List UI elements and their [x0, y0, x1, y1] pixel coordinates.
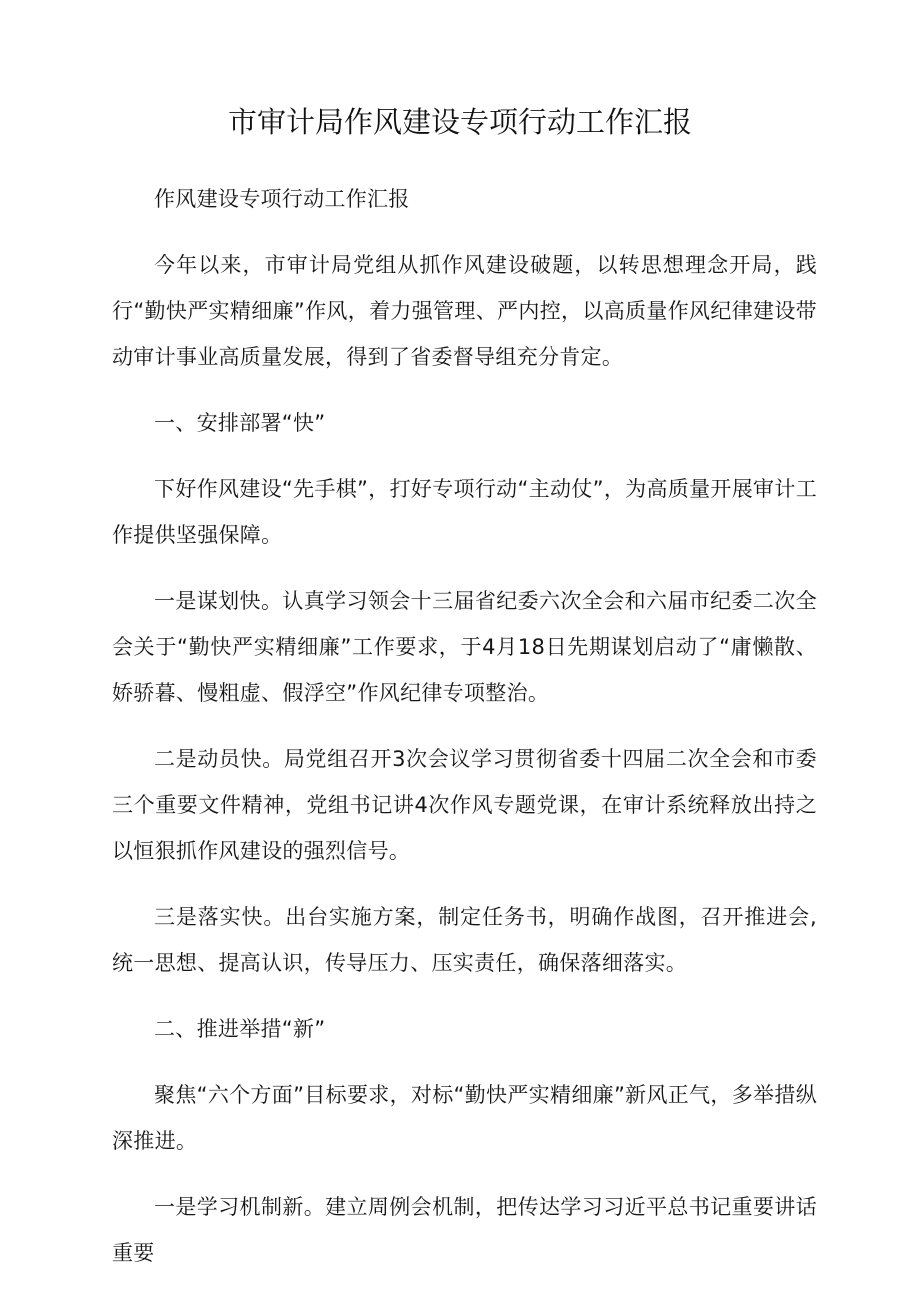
paragraph-learning-mechanism: 一是学习机制新。建立周例会机制，把传达学习习近平总书记重要讲话重要	[112, 1195, 817, 1265]
paragraph-section-1-intro: 下好作风建设“先手棋”，打好专项行动“主动仗”，为高质量开展审计工作提供坚强保障。	[112, 477, 817, 547]
paragraph-subtitle: 作风建设专项行动工作汇报	[154, 187, 410, 211]
paragraph-implementation: 三是落实快。出台实施方案，制定任务书，明确作战图，召开推进会,统一思想、提高认识，传导压力、压实责任，确保落细落实。	[112, 905, 817, 975]
section-heading-2: 二、推进举措“新”	[154, 1017, 326, 1041]
document-body	[112, 176, 817, 1296]
section-heading-1: 一、安排部署“快”	[154, 411, 326, 435]
paragraph-planning: 一是谋划快。认真学习领会十三届省纪委六次全会和六届市纪委二次全会关于“勤快严实精细廉”工作要求，于4月18日先期谋划启动了“庸懒散、娇骄暮、慢粗虚、假浮空”作风纪律专项整治。	[112, 589, 817, 705]
paragraph-section-2-intro: 聚焦“六个方面”目标要求，对标“勤快严实精细廉”新风正气，多举措纵深推进。	[112, 1083, 817, 1153]
document-title: 市审计局作风建设专项行动工作汇报	[227, 105, 692, 139]
paragraph-mobilization: 二是动员快。局党组召开3次会议学习贯彻省委十四届二次全会和市委三个重要文件精神，党组书记讲4次作风专题党课，在审计系统释放出持之以恒狠抓作风建设的强烈信号。	[112, 747, 817, 863]
paragraph-intro: 今年以来，市审计局党组从抓作风建设破题，以转思想理念开局，践行“勤快严实精细廉”作风，着力强管理、严内控，以高质量作风纪律建设带动审计事业高质量发展，得到了省委督导组充分肯定。	[112, 253, 817, 369]
